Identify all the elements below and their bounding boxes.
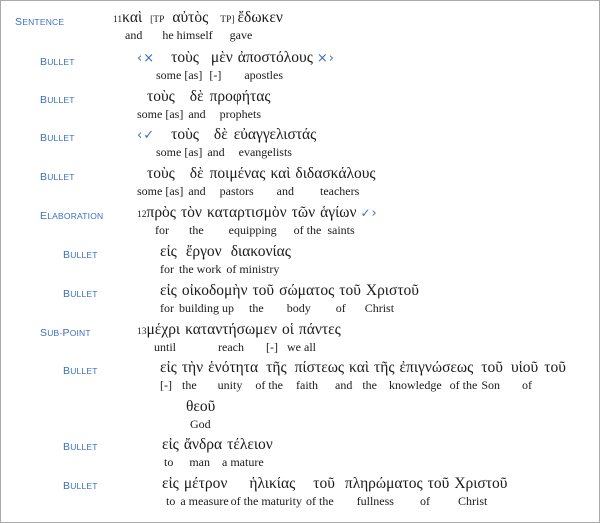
greek-word: ποιμένας: [209, 165, 266, 182]
greek-word: εἰς: [160, 282, 177, 299]
gloss-word: building up: [179, 301, 235, 315]
check-icon[interactable]: ✓: [143, 128, 155, 143]
gloss-word: body: [286, 301, 311, 315]
clause-row: [137, 88, 270, 122]
gloss-word: apostles: [244, 68, 283, 82]
greek-word: μὲν: [210, 49, 233, 66]
gloss-word: knowledge: [389, 378, 442, 392]
greek-word: τοῦ: [427, 475, 450, 492]
gloss-word: to: [166, 494, 176, 508]
gloss-word: man: [189, 455, 211, 469]
greek-word: τοὺς: [147, 165, 175, 182]
gloss-word: of: [419, 494, 430, 508]
greek-word: πληρώματος: [344, 475, 423, 492]
gloss-word: and: [188, 184, 206, 198]
greek-word: τῆς: [374, 359, 395, 376]
greek-word: διακονίας: [230, 243, 291, 260]
gloss-word: and: [207, 145, 225, 159]
greek-word: τῆς: [266, 359, 287, 376]
open-marker[interactable]: ‹: [137, 51, 143, 66]
gloss-word: for: [160, 301, 174, 315]
greek-word: Χριστοῦ: [454, 475, 508, 492]
greek-word: δὲ: [189, 165, 204, 182]
gloss-word: prophets: [219, 107, 261, 121]
greek-word: τοὺς: [171, 49, 199, 66]
greek-word: πάντες: [298, 321, 341, 338]
gloss-word: equipping: [228, 223, 277, 237]
gloss-word: we all: [287, 340, 316, 354]
greek-word: τοῦ: [544, 359, 566, 376]
greek-word: ἄνδρα: [183, 436, 223, 453]
greek-word: καταρτισμὸν: [206, 204, 287, 221]
clause-row: 11 καὶ [TP αὐτὸς TP] ἔδωκεν and he himself gave: [113, 9, 283, 42]
clause-row: [160, 243, 291, 277]
gloss-word: the: [182, 378, 197, 392]
gloss-word: saints: [327, 223, 355, 237]
clause-row: [162, 436, 273, 470]
clause-row: [137, 126, 316, 160]
greek-word: τέλειον: [227, 436, 273, 453]
gloss-word: the: [362, 378, 377, 392]
clause-row: [162, 475, 507, 509]
clause-row: 13 μέχρι καταντήσωμεν οἱ πάντες until reach [-] we all: [137, 321, 341, 354]
cross-icon[interactable]: ×: [143, 51, 155, 66]
greek-word: Χριστοῦ: [365, 282, 419, 299]
gloss-word: some [as]: [137, 184, 184, 198]
greek-word: ἑνότητα: [208, 359, 259, 376]
gloss-word: fullness: [356, 494, 394, 508]
greek-word: τῶν: [291, 204, 316, 221]
gloss-word: for: [160, 262, 174, 276]
label-bullet[interactable]: BULLET: [40, 94, 75, 106]
label-bullet[interactable]: BULLET: [63, 365, 98, 377]
greek-word: τοὺς: [171, 126, 199, 143]
gloss-word: evangelists: [238, 145, 292, 159]
gloss-word: [-]: [209, 68, 222, 82]
gloss-word: the: [249, 301, 264, 315]
gloss-word: some [as]: [156, 145, 203, 159]
greek-word: τὸν: [180, 204, 202, 221]
gloss-word: [-]: [266, 340, 278, 354]
gloss-word: [-]: [160, 378, 172, 392]
gloss-word: of: [335, 301, 346, 315]
label-sentence[interactable]: SENTENCE: [15, 16, 65, 28]
greek-word: τὴν: [181, 359, 204, 376]
gloss-word: of the: [255, 378, 283, 392]
gloss-word: and: [335, 378, 353, 392]
greek-word: καὶ: [122, 9, 143, 26]
label-subpoint[interactable]: SUB-POINT: [40, 327, 91, 339]
greek-word: μέχρι: [146, 321, 181, 338]
gloss-word: of the maturity: [230, 494, 302, 508]
greek-word: υἱοῦ: [510, 359, 539, 376]
greek-word: προφήτας: [209, 88, 271, 105]
clause-row: [186, 398, 215, 432]
gloss-word: Son: [481, 378, 500, 392]
gloss-word: Christ: [457, 494, 488, 508]
gloss-word: some [as]: [137, 107, 184, 121]
greek-word: πίστεως: [294, 359, 345, 376]
greek-word: εἰς: [160, 243, 177, 260]
greek-word: ἐπιγνώσεως: [399, 359, 474, 376]
greek-word: εὐαγγελιστάς: [233, 126, 317, 143]
close-marker[interactable]: ›: [328, 51, 334, 66]
gloss-word: of the: [293, 223, 322, 237]
label-bullet[interactable]: BULLET: [63, 480, 98, 492]
open-marker[interactable]: ‹: [137, 128, 143, 143]
greek-word: οἱ: [281, 321, 294, 338]
greek-word: τοῦ: [339, 282, 361, 299]
clause-row: [137, 49, 334, 83]
greek-word: πρὸς: [146, 204, 176, 221]
gloss-word: and: [276, 184, 294, 198]
cross-icon[interactable]: ×: [316, 51, 328, 66]
gloss-word: of ministry: [226, 262, 280, 276]
greek-word: εἰς: [160, 359, 177, 376]
gloss-word: some [as]: [156, 68, 203, 82]
greek-word: ἀποστόλους: [237, 49, 313, 66]
greek-word: καταντήσωμεν: [185, 321, 277, 338]
clause-row: [137, 165, 376, 199]
greek-word: μέτρον: [183, 475, 228, 492]
gloss-word: to: [164, 455, 174, 469]
gloss-word: the: [189, 223, 204, 237]
gloss-word: pastors: [219, 184, 254, 198]
gloss-word: a mature: [222, 455, 264, 469]
gloss-word: Christ: [364, 301, 395, 315]
greek-word: οἰκοδομὴν: [181, 282, 248, 299]
clause-row: [160, 282, 419, 316]
gloss-word: of the: [449, 378, 478, 392]
label-bullet[interactable]: BULLET: [63, 249, 98, 261]
label-elaboration[interactable]: ELABORATION: [40, 210, 104, 222]
gloss-word: teachers: [319, 184, 360, 198]
gloss-word: gave: [229, 28, 253, 42]
greek-word: αὐτὸς: [172, 9, 209, 26]
greek-word: δὲ: [213, 126, 228, 143]
greek-word: ἡλικίας: [249, 475, 296, 492]
greek-word: καὶ: [349, 359, 370, 376]
greek-word: τοὺς: [147, 88, 175, 105]
close-marker[interactable]: ›: [371, 206, 377, 221]
greek-word: διδασκάλους: [295, 165, 376, 182]
greek-word: τοῦ: [313, 475, 335, 492]
gloss-word: of the: [305, 494, 334, 508]
greek-word: εἰς: [162, 436, 179, 453]
clause-row: [160, 359, 566, 393]
greek-word: σώματος: [279, 282, 335, 299]
label-bullet[interactable]: BULLET: [40, 171, 75, 183]
gloss-word: he himself: [162, 28, 213, 42]
check-icon[interactable]: ✓: [360, 206, 371, 220]
gloss-word: until: [154, 340, 177, 354]
gloss-word: reach: [218, 340, 244, 354]
gloss-word: a measure: [180, 494, 229, 508]
greek-word: καὶ: [270, 165, 291, 182]
greek-word: εἰς: [162, 475, 179, 492]
gloss-word: God: [190, 417, 211, 431]
label-bullet[interactable]: BULLET: [40, 132, 75, 144]
clause-row: 12 πρὸς τὸν καταρτισμὸν τῶν ἁγίων ✓ › for the equipping of the saints: [137, 204, 377, 237]
greek-word: τοῦ: [481, 359, 503, 376]
gloss-word: and: [125, 28, 143, 42]
gloss-word: faith: [296, 378, 318, 392]
greek-word: ἁγίων: [320, 204, 357, 221]
label-bullet[interactable]: BULLET: [40, 56, 75, 68]
label-bullet[interactable]: BULLET: [63, 288, 98, 300]
gloss-word: of: [522, 378, 532, 392]
gloss-word: the work: [179, 262, 222, 276]
gloss-word: for: [155, 223, 169, 237]
greek-word: τοῦ: [252, 282, 275, 299]
label-bullet[interactable]: BULLET: [63, 441, 98, 453]
gloss-word: and: [188, 107, 206, 121]
greek-word: θεοῦ: [186, 398, 216, 415]
greek-word: ἔργον: [185, 243, 222, 260]
greek-word: ἔδωκεν: [237, 9, 283, 26]
greek-word: δὲ: [189, 88, 204, 105]
gloss-word: unity: [217, 378, 243, 392]
